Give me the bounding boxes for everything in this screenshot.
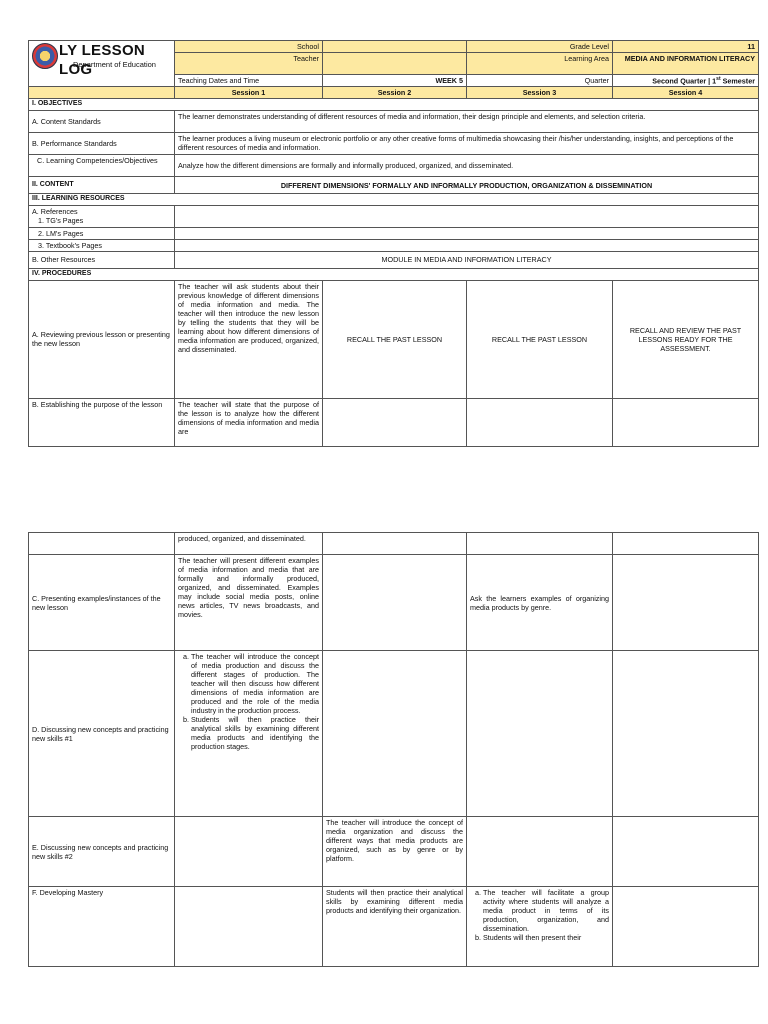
header-table	[28, 40, 759, 447]
proc-e-session-3	[467, 817, 613, 887]
tg-pages-label: 1. TG's Pages	[38, 215, 84, 225]
proc-c-session-2	[323, 555, 467, 651]
header-logo-subtitle: Department of Education	[73, 60, 156, 69]
proc-b-session-4	[613, 398, 759, 446]
references-heading: A. References	[32, 206, 78, 216]
section-objectives: I. OBJECTIVES	[29, 99, 759, 111]
proc-c-label: C. Presenting examples/instances of the new lesson	[29, 555, 175, 651]
proc-a-session-3: RECALL THE PAST LESSON	[467, 280, 613, 398]
proc-a-session-1: The teacher will ask students about their previous knowledge of different dimensions of media information and media. The teacher will then introduce the new lesson by telling the students that they will be learning about how different dimensions of media information are produced, organized, and disseminated.	[175, 280, 323, 398]
section-procedures: IV. PROCEDURES	[29, 268, 759, 280]
content-text: DIFFERENT DIMENSIONS' FORMALLY AND INFORMALLY PRODUCTION, ORGANIZATION & DISSEMINATION	[175, 177, 759, 194]
proc-e-session-1	[175, 817, 323, 887]
content-standards-label: A. Content Standards	[29, 111, 175, 133]
proc-b-session-2	[323, 398, 467, 446]
proc-f-list	[470, 888, 609, 942]
proc-b-label: B. Establishing the purpose of the lesson	[29, 398, 175, 446]
proc-f-session-2: Students will then practice their analytical skills by examining different media products and identifying their organization.	[323, 887, 467, 967]
teacher-value	[323, 53, 467, 75]
quarter-value: Second Quarter | 1st Semester	[613, 75, 759, 87]
proc-a-session-2: RECALL THE PAST LESSON	[323, 280, 467, 398]
learning-area-label: Learning Area	[467, 53, 613, 75]
proc-b-session-3	[467, 398, 613, 446]
competencies-label: C. Learning Competencies/Objectives	[29, 155, 175, 177]
other-resources-value: MODULE IN MEDIA AND INFORMATION LITERACY	[175, 251, 759, 268]
proc-d-session-3	[467, 651, 613, 817]
quarter-label: Quarter	[467, 75, 613, 87]
proc-e-session-2: The teacher will introduce the concept of media organization and discuss the different ways that media products are organized, such as by genre or by platform.	[323, 817, 467, 887]
proc-b-cont-session-1: produced, organized, and disseminated.	[175, 533, 323, 555]
proc-b-cont-session-4	[613, 533, 759, 555]
proc-b-cont-session-2	[323, 533, 467, 555]
school-label-cell: School	[175, 41, 323, 53]
proc-d-item-a: a. The teacher will introduce the concept of media production and discuss the different stages of production. The teacher will then discuss how different dimensions of media information are produced and the role of the media industry in the production process.	[191, 652, 319, 715]
performance-standards-text: The learner produces a living museum or electronic portfolio or any other creative forms of multimedia showcasing their /his/her understanding, insights, and perceptions of the different resources of media and information.	[175, 133, 759, 155]
teaching-dates-label: Teaching Dates and Time	[175, 75, 323, 87]
seal-icon	[32, 43, 58, 69]
proc-a-label: A. Reviewing previous lesson or presenting the new lesson	[29, 280, 175, 398]
textbook-pages-value	[175, 239, 759, 251]
proc-b-session-1: The teacher will state that the purpose of the lesson is to analyze how the different dimensions of media information and media are	[175, 398, 323, 446]
session-3-header: Session 3	[467, 87, 613, 99]
proc-b-cont-session-3	[467, 533, 613, 555]
session-1-header: Session 1	[175, 87, 323, 99]
grade-level-label: Grade Level	[467, 41, 613, 53]
proc-d-session-4	[613, 651, 759, 817]
proc-f-item-b: b. Students will then present their	[483, 933, 609, 942]
learning-area-value: MEDIA AND INFORMATION LITERACY	[613, 53, 759, 75]
proc-f-label: F. Developing Mastery	[29, 887, 175, 967]
header-logo-cell	[29, 41, 175, 87]
proc-f-item-a: a. The teacher will facilitate a group activity where students will analyze a media product in terms of its production, organization, and dissemination.	[483, 888, 609, 933]
session-2-header: Session 2	[323, 87, 467, 99]
performance-standards-label: B. Performance Standards	[29, 133, 175, 155]
lesson-log-page-2	[28, 532, 758, 967]
proc-d-label: D. Discussing new concepts and practicing new skills #1	[29, 651, 175, 817]
proc-d-item-b: b. Students will then practice their analytical skills by examining different media products and identifying the production stages.	[191, 715, 319, 751]
session-4-header: Session 4	[613, 87, 759, 99]
lesson-log-table-2	[28, 532, 759, 967]
lm-pages-label: 2. LM's Pages	[29, 227, 175, 239]
proc-c-session-3: Ask the learners examples of organizing media products by genre.	[467, 555, 613, 651]
references-value	[175, 205, 759, 227]
content-standards-text: The learner demonstrates understanding of different resources of media and information, their design principle and elements, and selection criteria.	[175, 111, 759, 133]
references-label	[29, 205, 175, 227]
lesson-log-header	[28, 40, 758, 447]
school-value-cell	[323, 41, 467, 53]
teaching-dates-value: WEEK 5	[323, 75, 467, 87]
lm-pages-value	[175, 227, 759, 239]
teacher-label: Teacher	[175, 53, 323, 75]
proc-d-session-1	[175, 651, 323, 817]
proc-d-list	[178, 652, 319, 751]
proc-a-session-4: RECALL AND REVIEW THE PAST LESSONS READY FOR THE ASSESSMENT.	[613, 280, 759, 398]
other-resources-label: B. Other Resources	[29, 251, 175, 268]
competencies-text: Analyze how the different dimensions are formally and informally produced, organized, and disseminated.	[175, 155, 759, 177]
header-logo-title: LY LESSON LOG	[59, 42, 146, 78]
session-corner	[29, 87, 175, 99]
proc-e-session-4	[613, 817, 759, 887]
proc-f-session-3	[467, 887, 613, 967]
section-content: II. CONTENT	[29, 177, 175, 194]
proc-d-session-2	[323, 651, 467, 817]
proc-c-session-1: The teacher will present different examples of media information and media that are formally and informally produced, organized, and disseminated. Examples may include social media posts, online news articles, TV news broadcasts, and movies.	[175, 555, 323, 651]
textbook-pages-label: 3. Textbook's Pages	[29, 239, 175, 251]
proc-b-cont-label	[29, 533, 175, 555]
proc-c-session-4	[613, 555, 759, 651]
grade-level-value: 11	[613, 41, 759, 53]
proc-f-session-1	[175, 887, 323, 967]
section-learning-resources: III. LEARNING RESOURCES	[29, 194, 759, 206]
proc-f-session-4	[613, 887, 759, 967]
proc-e-label: E. Discussing new concepts and practicing new skills #2	[29, 817, 175, 887]
